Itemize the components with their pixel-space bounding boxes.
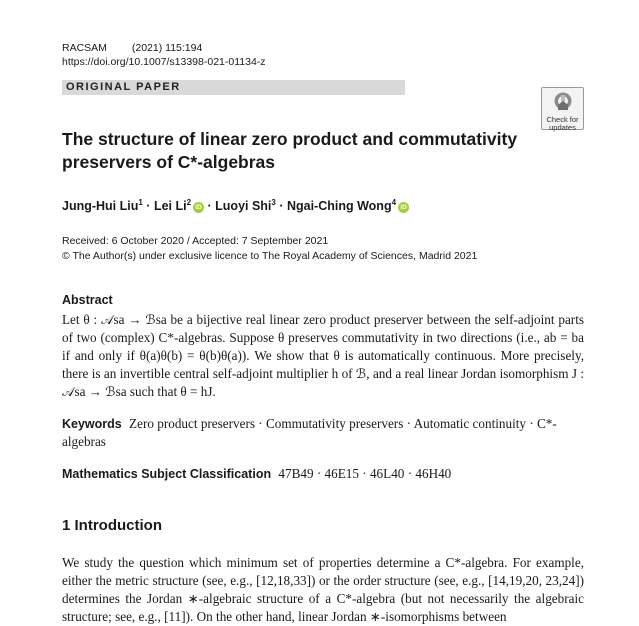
journal-year-volume: (2021) 115:194 [131, 42, 203, 54]
orcid-icon[interactable]: iD [193, 202, 204, 213]
msc-codes: 47B49 · 46E15 · 46L40 · 46H40 [278, 466, 452, 481]
received-accepted: Received: 6 October 2020 / Accepted: 7 September 2021 [62, 235, 329, 247]
author-separator: · [275, 199, 287, 214]
publication-dates [62, 234, 477, 264]
author-name[interactable]: Lei Li [153, 199, 187, 214]
author-separator: · [204, 199, 216, 214]
doi-link[interactable]: https://doi.org/10.1007/s13398-021-01134-z [62, 56, 266, 68]
msc-block [62, 466, 451, 482]
paper-title: The structure of linear zero product and commutativity preservers of C*-algebras [62, 129, 518, 172]
author-affiliation-number: 1 [138, 198, 143, 207]
abstract-heading: Abstract [62, 293, 113, 307]
intro-text: We study the question which minimum set of properties determine a C*-algebra. For example, either the metric structure (see, e.g., [12,18,33]) or the order structure (see, e.g., [14,19,20, 23,24]) determines the Jordan ∗-algebraic structure of a C*-algebra (but not necessarily the algebraic structure; see, e.g., [11]). On the other hand, linear Jordan ∗-isomorphisms between [62, 555, 584, 624]
crossmark-icon [552, 91, 574, 111]
author-affiliation-number: 4 [391, 198, 397, 207]
keywords-label: Keywords [62, 417, 122, 431]
journal-name: RACSAM [62, 42, 107, 54]
author-name[interactable]: Luoyi Shi [215, 199, 272, 214]
abstract-text: Let θ : 𝒜sa → ℬsa be a bijective real linear zero product preserver between the self-adjoint parts of two (complex) C*-algebras. Suppose θ preserves commutativity in two directions (i.e., ab = ba if and only if θ(a)θ(b) = θ(b)θ(a)). We show that θ is automatically continuous. More precisely, there is an invertible central self-adjoint multiplier h of ℬ, and a real linear Jordan isomorphism J : 𝒜sa → ℬsa such that θ = hJ. [62, 312, 584, 399]
author-name[interactable]: Ngai-Ching Wong [286, 199, 392, 214]
author-name[interactable]: Jung-Hui Liu [62, 199, 139, 214]
author-separator: · [142, 199, 154, 214]
keywords-text: Zero product preservers · Commutativity preservers · Automatic continuity · C*-algebras [62, 416, 557, 449]
msc-label: Mathematics Subject Classification [62, 467, 272, 481]
copyright-line: © The Author(s) under exclusive licence to The Royal Academy of Sciences, Madrid 2021 [62, 250, 478, 262]
orcid-icon[interactable]: iD [398, 202, 409, 213]
check-updates-line2: updates [549, 123, 576, 132]
keywords-block [62, 415, 584, 451]
paper-type-label: ORIGINAL PAPER [62, 80, 405, 95]
author-affiliation-number: 3 [271, 198, 276, 207]
author-affiliation-number: 2 [186, 198, 192, 207]
journal-line [62, 42, 202, 54]
section-heading: 1 Introduction [62, 517, 162, 534]
check-updates-line1: Check for [546, 115, 579, 124]
check-for-updates-button[interactable] [541, 87, 584, 130]
author-list [62, 198, 409, 213]
